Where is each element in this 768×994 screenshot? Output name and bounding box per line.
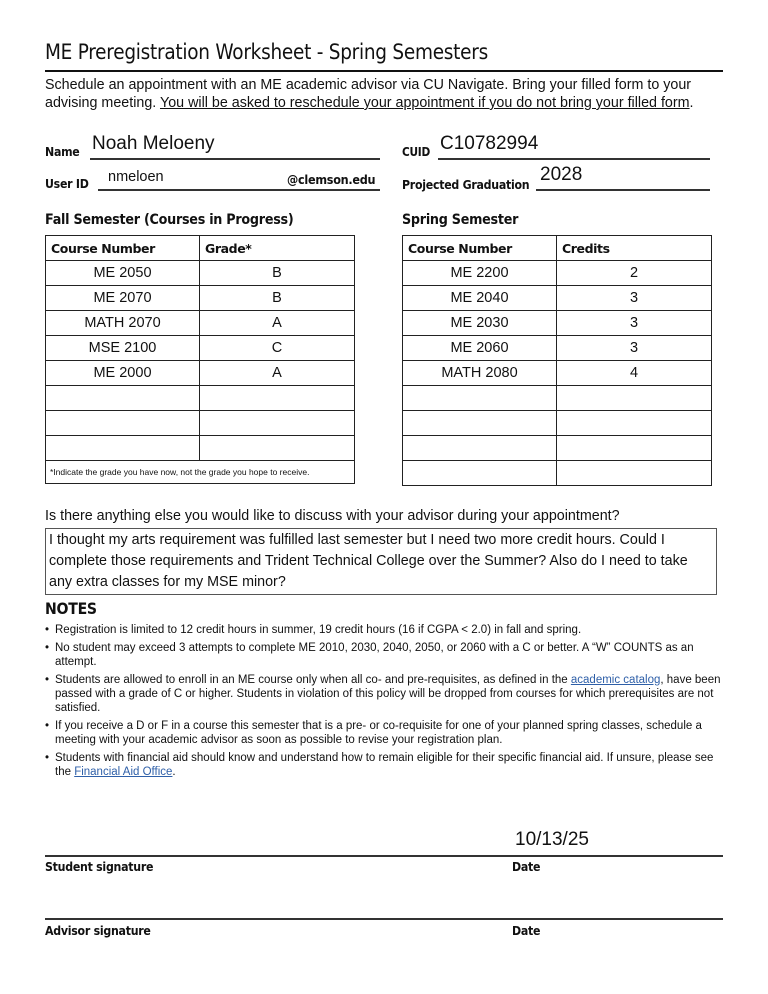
spring-heading: Spring Semester <box>402 212 519 228</box>
page-title: ME Preregistration Worksheet - Spring Semesters <box>45 40 488 64</box>
cuid-label: CUID <box>402 145 430 159</box>
table-row <box>403 436 712 461</box>
email-suffix: @clemson.edu <box>287 172 376 187</box>
table-row <box>403 261 712 286</box>
table-row <box>46 386 355 411</box>
table-row <box>46 261 355 286</box>
fall-course-cell[interactable] <box>46 386 200 411</box>
fall-course-cell[interactable] <box>46 411 200 436</box>
fall-course-cell[interactable]: ME 2050 <box>46 261 200 286</box>
discussion-answer-field[interactable]: I thought my arts requirement was fulfilled last semester but I need two more credit hours. Could I complete those requirements and Trident Technical College over the Summer? Also do I need to take any extra classes for my MSE minor? <box>45 528 717 595</box>
note-item: • No student may exceed 3 attempts to complete ME 2010, 2030, 2040, 2050, or 2060 with a C or better. A “W” COUNTS as an attempt. <box>45 641 725 669</box>
spring-course-cell[interactable]: ME 2200 <box>403 261 557 286</box>
fall-footnote: *Indicate the grade you have now, not the grade you hope to receive. <box>46 461 355 484</box>
note-text: , have been passed with a grade of C or higher. Students in violation of this policy will be dropped from courses for which prerequisites are not satisfied. <box>55 674 721 714</box>
notes-list <box>45 623 725 783</box>
fall-header-row <box>46 236 355 261</box>
name-field[interactable]: Noah Meloeny <box>92 133 215 154</box>
graduation-label: Projected Graduation <box>402 177 530 192</box>
academic-catalog-link[interactable]: academic catalog <box>570 674 661 686</box>
fall-course-cell[interactable]: MSE 2100 <box>46 336 200 361</box>
fall-course-cell[interactable] <box>46 436 200 461</box>
spring-course-cell[interactable] <box>403 411 557 436</box>
note-text: Students with financial aid should know and understand how to remain eligible for their specific financial aid. If unsure, please see the <box>55 752 714 778</box>
table-row <box>403 361 712 386</box>
table-row <box>46 311 355 336</box>
spring-course-cell[interactable]: ME 2060 <box>403 336 557 361</box>
table-row <box>46 336 355 361</box>
student-date-field[interactable]: 10/13/25 <box>515 829 589 850</box>
student-signature-line[interactable] <box>45 855 723 857</box>
spring-course-cell[interactable]: ME 2030 <box>403 311 557 336</box>
name-label: Name <box>45 144 80 159</box>
title-divider <box>45 70 723 72</box>
fall-course-cell[interactable]: MATH 2070 <box>46 311 200 336</box>
spring-credits-cell[interactable]: 2 <box>557 261 712 286</box>
userid-label: User ID <box>45 176 89 191</box>
fall-grade-cell[interactable] <box>200 411 355 436</box>
spring-header-row <box>403 236 712 261</box>
intro-underlined: You will be asked to reschedule your appointment if you do not bring your filled form <box>159 95 690 111</box>
table-row <box>403 311 712 336</box>
table-row <box>403 411 712 436</box>
fall-grade-cell[interactable] <box>200 386 355 411</box>
spring-course-cell[interactable]: ME 2040 <box>403 286 557 311</box>
fall-grade-cell[interactable]: A <box>200 361 355 386</box>
fall-col-grade: Grade* <box>200 236 355 261</box>
intro-plain: Schedule an appointment with an ME academic advisor via CU Navigate. Bring your filled form to your advising meeting. <box>45 77 692 111</box>
note-item: • If you receive a D or F in a course this semester that is a pre- or co-requisite for one of your planned spring classes, schedule a meeting with your academic advisor as soon as possible to revise your registration plan. <box>45 719 725 747</box>
intro-text <box>45 76 725 112</box>
discussion-question: Is there anything else you would like to discuss with your advisor during your appointment? <box>45 508 620 524</box>
spring-credits-cell[interactable] <box>557 386 712 411</box>
spring-credits-cell[interactable] <box>557 436 712 461</box>
note-text: Students are allowed to enroll in an ME course only when all co- and pre-requisites, as defined in the <box>55 674 571 686</box>
advisor-date-label: Date <box>512 923 541 938</box>
table-row <box>46 436 355 461</box>
spring-col-course: Course Number <box>403 236 557 261</box>
fall-heading: Fall Semester (Courses in Progress) <box>45 212 294 228</box>
cuid-field[interactable]: C10782994 <box>440 133 539 154</box>
fall-course-cell[interactable]: ME 2070 <box>46 286 200 311</box>
cuid-underline <box>438 158 710 160</box>
fall-grade-cell[interactable]: B <box>200 261 355 286</box>
spring-credits-cell[interactable]: 4 <box>557 361 712 386</box>
table-row <box>403 461 712 486</box>
spring-col-credits: Credits <box>557 236 712 261</box>
note-item <box>45 751 725 779</box>
fall-col-course: Course Number <box>46 236 200 261</box>
fall-grade-cell[interactable]: C <box>200 336 355 361</box>
note-text: . <box>172 766 176 778</box>
userid-underline <box>98 189 380 191</box>
spring-credits-cell[interactable] <box>557 461 712 486</box>
intro-end: . <box>689 95 694 111</box>
note-item: • Registration is limited to 12 credit hours in summer, 19 credit hours (16 if CGPA < 2.0) in fall and spring. <box>45 623 725 637</box>
fall-grade-cell[interactable]: A <box>200 311 355 336</box>
student-date-label: Date <box>512 859 541 874</box>
note-item <box>45 673 725 715</box>
spring-credits-cell[interactable]: 3 <box>557 311 712 336</box>
spring-course-cell[interactable] <box>403 436 557 461</box>
advisor-signature-label: Advisor signature <box>45 923 151 938</box>
fall-grade-cell[interactable]: B <box>200 286 355 311</box>
fall-grade-cell[interactable] <box>200 436 355 461</box>
spring-course-cell[interactable] <box>403 461 557 486</box>
spring-table <box>402 235 712 486</box>
table-row <box>46 411 355 436</box>
table-row <box>403 386 712 411</box>
table-row <box>46 361 355 386</box>
spring-credits-cell[interactable]: 3 <box>557 286 712 311</box>
spring-credits-cell[interactable]: 3 <box>557 336 712 361</box>
graduation-underline <box>536 189 710 191</box>
table-row <box>403 336 712 361</box>
table-row <box>403 286 712 311</box>
userid-field[interactable]: nmeloen <box>108 169 164 185</box>
advisor-signature-line[interactable] <box>45 918 723 920</box>
notes-heading: NOTES <box>45 599 97 618</box>
fall-course-cell[interactable]: ME 2000 <box>46 361 200 386</box>
spring-credits-cell[interactable] <box>557 411 712 436</box>
table-row <box>46 286 355 311</box>
fall-footnote-row <box>46 461 355 484</box>
student-signature-label: Student signature <box>45 859 154 874</box>
spring-course-cell[interactable]: MATH 2080 <box>403 361 557 386</box>
fall-table <box>45 235 355 484</box>
spring-course-cell[interactable] <box>403 386 557 411</box>
financial-aid-office-link[interactable]: Financial Aid Office <box>74 766 173 778</box>
name-underline <box>90 158 380 160</box>
graduation-field[interactable]: 2028 <box>540 164 583 185</box>
